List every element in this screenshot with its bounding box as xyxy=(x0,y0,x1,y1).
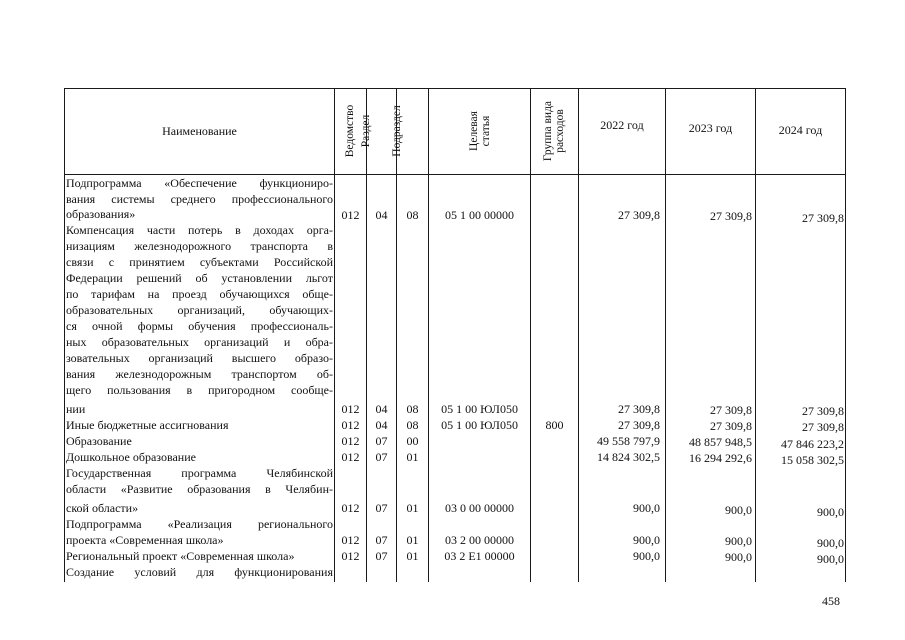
row-7-2023: 900,0 xyxy=(725,550,752,564)
row-4-2022: 14 824 302,5 xyxy=(597,450,660,464)
row-3-dept: 012 xyxy=(341,434,360,448)
row-6-2023: 900,0 xyxy=(725,534,752,548)
row-5-name-line: Государственная программа Челябинской xyxy=(66,466,333,480)
row-1-name-line: нии xyxy=(66,402,86,416)
row-4-name-line: Дошкольное образование xyxy=(66,450,196,464)
header-name-text: Наименование xyxy=(162,124,237,138)
row-5-target: 03 0 00 00000 xyxy=(445,501,514,515)
row-0-dept: 012 xyxy=(341,208,360,222)
header-target-article xyxy=(468,81,492,181)
row-1-name-line: щего пользования в пригородном сообще- xyxy=(66,383,333,397)
row-7-name-line: Региональный проект «Современная школа» xyxy=(66,549,295,563)
row-4-subsection: 01 xyxy=(406,450,419,464)
row-2-2023: 27 309,8 xyxy=(710,419,752,433)
row-6-name-line: Подпрограмма «Реализация регионального xyxy=(66,517,333,531)
row-2-subsection: 08 xyxy=(406,418,419,432)
page-number: 458 xyxy=(822,594,840,608)
row-1-target: 05 1 00 ЮЛ050 xyxy=(441,402,518,416)
row-5-section: 07 xyxy=(375,501,388,515)
row-3-2022: 49 558 797,9 xyxy=(597,434,660,448)
row-5-dept: 012 xyxy=(341,501,360,515)
row-2-2022: 27 309,8 xyxy=(618,418,660,432)
row-5-2024: 900,0 xyxy=(817,505,844,519)
row-3-section: 07 xyxy=(375,434,388,448)
row-3-2024: 47 846 223,2 xyxy=(781,437,844,451)
row-6-subsection: 01 xyxy=(406,533,419,547)
row-1-name-line: ся очной формы обучения профессиональ- xyxy=(66,319,333,333)
header-2023 xyxy=(666,113,755,143)
row-1-name-line: вания железнодорожным транспортом об- xyxy=(66,367,333,381)
row-6-2022: 900,0 xyxy=(633,533,660,547)
row-7-2022: 900,0 xyxy=(633,549,660,563)
row-0-2022: 27 309,8 xyxy=(618,208,660,222)
header-2024 xyxy=(756,115,845,145)
row-3-subsection: 00 xyxy=(406,434,419,448)
row-3-name-line: Образование xyxy=(66,434,132,448)
row-2-dept: 012 xyxy=(341,418,360,432)
header-name xyxy=(65,89,334,174)
header-2024-text: 2024 год xyxy=(778,122,823,137)
row-2-expense: 800 xyxy=(545,418,564,432)
row-3-2023: 48 857 948,5 xyxy=(689,435,752,449)
header-2022-text: 2022 год xyxy=(600,117,644,132)
column-divider xyxy=(530,88,531,582)
row-7-subsection: 01 xyxy=(406,549,419,563)
row-5-name-line: области «Развитие образования в Челябин- xyxy=(66,482,333,496)
header-bottom-border xyxy=(64,174,846,175)
row-7-2024: 900,0 xyxy=(817,552,844,566)
header-subsection: Подраздел xyxy=(391,105,403,157)
header-expense-line1: Группа вида xyxy=(542,100,554,162)
row-0-section: 04 xyxy=(375,208,388,222)
row-1-subsection: 08 xyxy=(406,402,419,416)
row-6-section: 07 xyxy=(375,533,388,547)
row-1-name-line: ных образовательных организаций и обра- xyxy=(66,335,333,349)
row-5-2022: 900,0 xyxy=(633,501,660,515)
row-4-2023: 16 294 292,6 xyxy=(689,451,752,465)
row-6-target: 03 2 00 00000 xyxy=(445,533,514,547)
row-0-name-line: вания системы среднего профессионального xyxy=(66,192,333,206)
row-2-section: 04 xyxy=(375,418,388,432)
header-section: Раздел xyxy=(360,114,372,148)
header-expense-group xyxy=(542,85,566,177)
row-1-name-line: Федерации решений об установлении льгот xyxy=(66,271,333,285)
row-7-section: 07 xyxy=(375,549,388,563)
row-0-name-line: образования» xyxy=(66,207,136,221)
row-4-dept: 012 xyxy=(341,450,360,464)
row-0-subsection: 08 xyxy=(406,208,419,222)
row-5-2023: 900,0 xyxy=(725,503,752,517)
row-4-section: 07 xyxy=(375,450,388,464)
row-1-2022: 27 309,8 xyxy=(618,402,660,416)
row-1-name-line: связи с принятием субъектами Российской xyxy=(66,255,333,269)
row-1-2024: 27 309,8 xyxy=(802,404,844,418)
table-right-border xyxy=(845,88,846,582)
row-5-name-line: ской области» xyxy=(66,501,139,515)
row-1-2023: 27 309,8 xyxy=(710,403,752,417)
header-target-line1: Целевая xyxy=(468,111,480,151)
row-2-name-line: Иные бюджетные ассигнования xyxy=(66,418,229,432)
row-7-dept: 012 xyxy=(341,549,360,563)
row-1-name-line: зовательных организаций высшего образо- xyxy=(66,351,333,365)
row-1-section: 04 xyxy=(375,402,388,416)
header-expense-line2: расходов xyxy=(554,109,566,153)
row-2-2024: 27 309,8 xyxy=(802,420,844,434)
row-4-2024: 15 058 302,5 xyxy=(781,453,844,467)
row-7-target: 03 2 E1 00000 xyxy=(444,549,515,563)
row-2-target: 05 1 00 ЮЛ050 xyxy=(441,418,518,432)
row-6-2024: 900,0 xyxy=(817,536,844,550)
row-5-subsection: 01 xyxy=(406,501,419,515)
row-0-target: 05 1 00 00000 xyxy=(445,208,514,222)
header-target-line2: статья xyxy=(480,115,492,147)
row-1-name-line: Компенсация части потерь в доходах орга- xyxy=(66,223,333,237)
header-2022 xyxy=(579,110,665,140)
row-1-name-line: по тарифам на проезд обучающихся обще- xyxy=(66,287,333,301)
row-1-name-line: низациям железнодорожного транспорта в xyxy=(66,239,333,253)
row-0-name-line: Подпрограмма «Обеспечение функциониро- xyxy=(66,176,333,190)
row-1-name-line: образовательных организаций, обучающих- xyxy=(66,303,333,317)
row-8-name-line: Создание условий для функционирования xyxy=(66,565,333,579)
row-0-2023: 27 309,8 xyxy=(710,209,752,223)
row-1-dept: 012 xyxy=(341,402,360,416)
row-6-name-line: проекта «Современная школа» xyxy=(66,533,224,547)
row-6-dept: 012 xyxy=(341,533,360,547)
header-dept: Ведомство xyxy=(344,104,356,158)
row-0-2024: 27 309,8 xyxy=(802,211,844,225)
header-2023-text: 2023 год xyxy=(688,120,733,135)
